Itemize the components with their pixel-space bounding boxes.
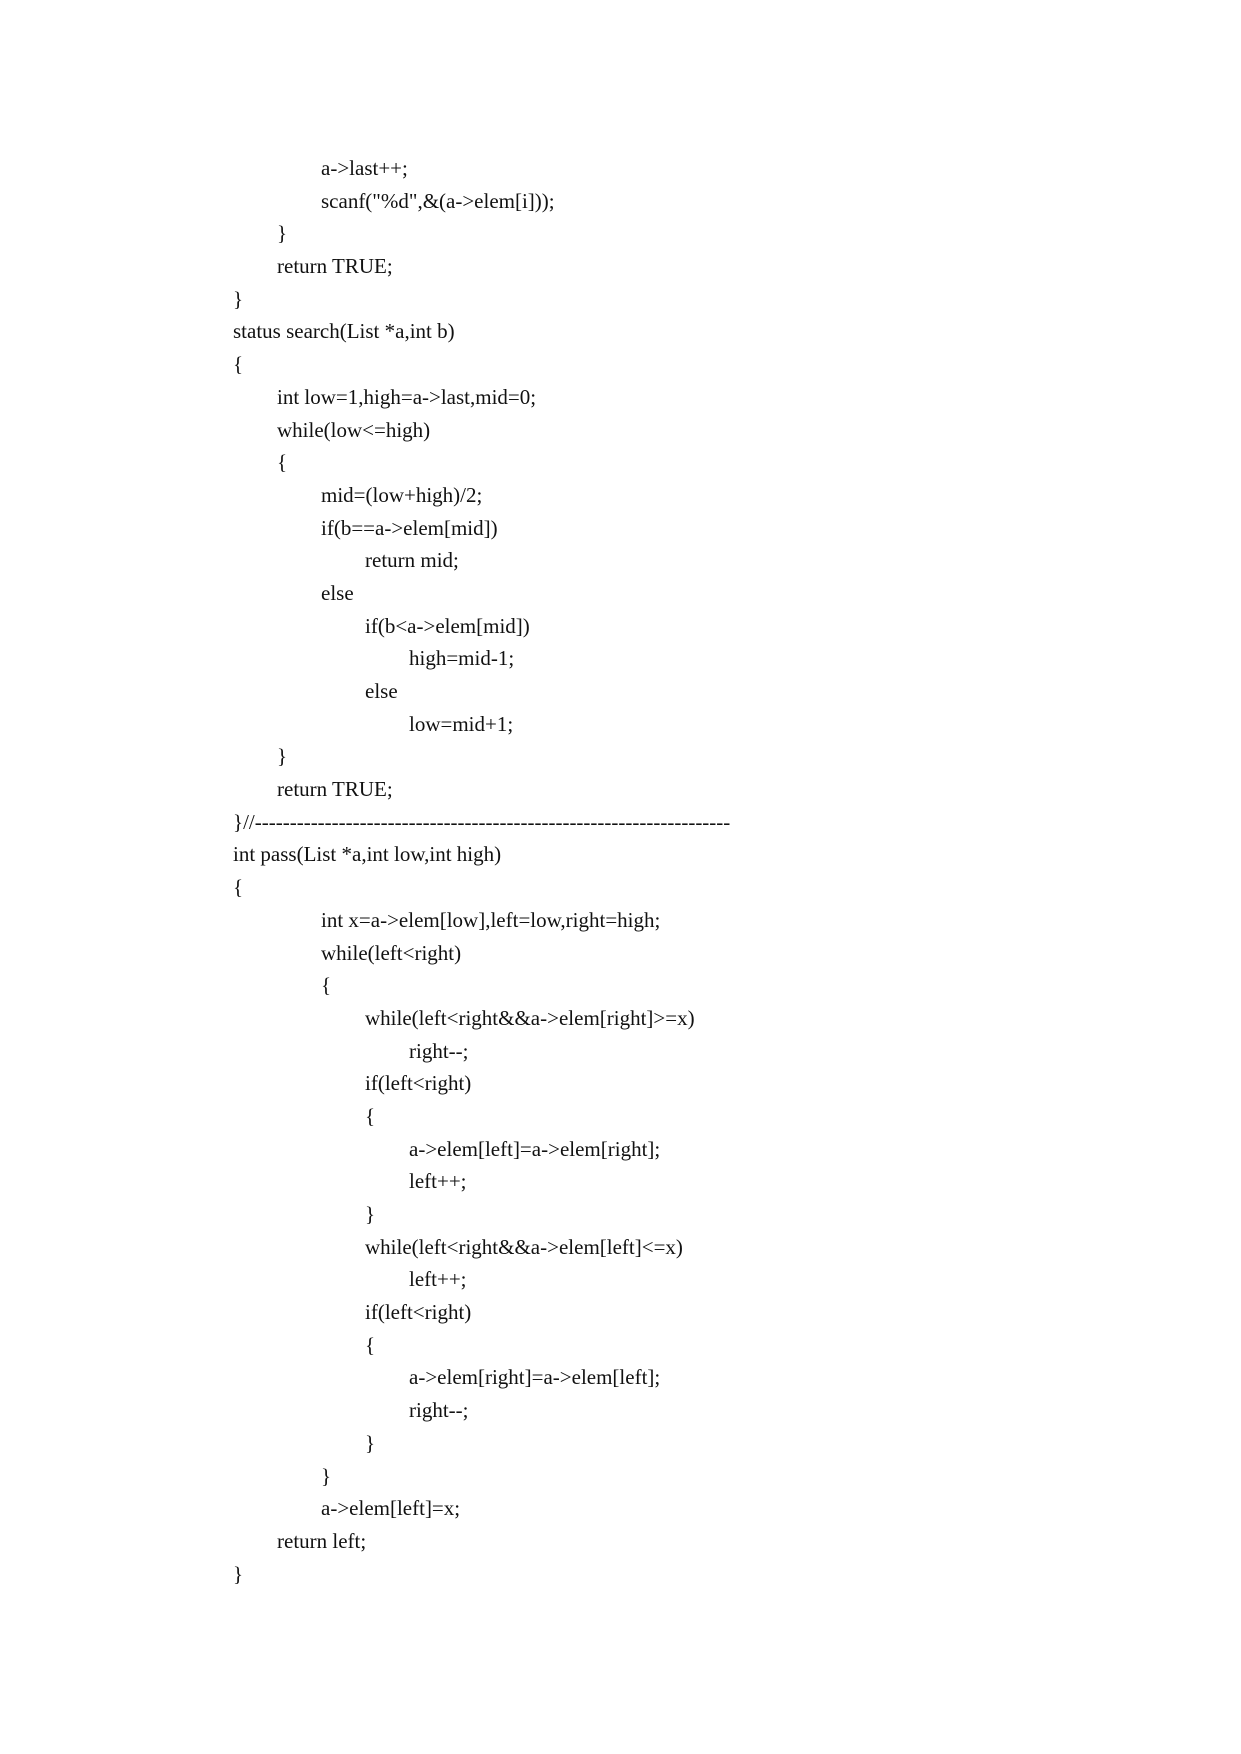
code-line: a->last++; [321,156,408,180]
code-line: { [321,973,332,998]
code-line: mid=(low+high)/2; [321,482,483,507]
code-line: return TRUE; [277,254,393,279]
code-line: { [365,1103,376,1128]
code-line: } [365,1202,376,1226]
code-line: int low=1,high=a->last,mid=0; [277,384,537,409]
code-line: else [365,679,398,703]
code-line: return TRUE; [277,777,393,802]
code-line: if(b<a->elem[mid]) [365,613,530,638]
code-listing [233,152,730,1590]
code-line: a->elem[left]=x; [321,1496,461,1521]
code-line: low=mid+1; [409,711,514,736]
code-line: scanf("%d",&(a->elem[i])); [321,188,555,213]
code-line: a->elem[right]=a->elem[left]; [409,1365,661,1390]
code-line: return left; [277,1528,367,1553]
code-line: right--; [409,1398,469,1423]
code-line: int pass(List *a,int low,int high) [233,842,502,867]
code-line: { [233,352,244,377]
code-line: a->elem[left]=a->elem[right]; [409,1136,661,1161]
code-line: if(left<right) [365,1071,472,1096]
code-line: if(b==a->elem[mid]) [321,515,498,540]
code-line: status search(List *a,int b) [233,319,455,344]
code-line: while(left<right&&a->elem[right]>=x) [365,1005,695,1030]
code-line: int x=a->elem[low],left=low,right=high; [321,907,661,932]
code-line: if(left<right) [365,1300,472,1325]
code-line: left++; [409,1169,467,1194]
code-line: { [233,875,244,900]
code-line: else [321,580,354,605]
code-line: { [365,1332,376,1357]
code-line: }//-------------------------------------------------------------------- [233,809,731,834]
code-line: } [321,1463,332,1488]
code-line: while(left<right&&a->elem[left]<=x) [365,1234,683,1259]
code-line: left++; [409,1267,467,1292]
code-line: high=mid-1; [409,646,515,671]
code-line: while(left<right) [321,940,462,965]
code-line: } [365,1430,376,1455]
code-line: } [277,221,288,246]
code-line: right--; [409,1038,469,1063]
code-line: } [277,744,288,769]
code-line: } [233,1561,244,1586]
code-line: while(low<=high) [277,417,431,442]
code-line: } [233,286,244,311]
code-line: { [277,450,288,475]
code-line: return mid; [365,548,459,573]
